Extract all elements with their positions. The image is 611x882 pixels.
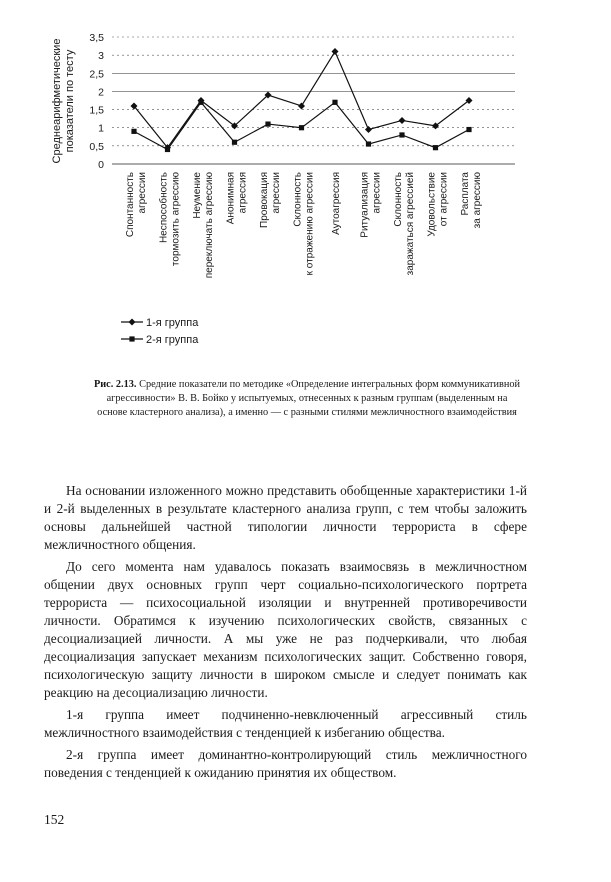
legend-marker <box>129 319 136 326</box>
data-point <box>332 100 337 105</box>
figure-caption-text: Средние показатели по методике «Определение интегральных форм коммуникативной агрессивности» В. В. Бойко у испытуемых, отнесенных к разным группам (выделенным на основе кластерного анализа), а именно — с разными стилями межличностного взаимодействия <box>97 379 521 418</box>
chart-legend <box>121 317 199 346</box>
x-category-label: Расплатаза агрессию <box>460 172 483 229</box>
y-tick-label: 1 <box>98 122 104 135</box>
series-line <box>134 52 469 148</box>
x-category-labels <box>125 172 483 279</box>
x-category-label: Неумениепереключать агрессию <box>192 172 215 279</box>
y-tick-label: 0,5 <box>89 140 104 153</box>
legend-label: 2-я группа <box>146 334 199 346</box>
y-axis-label: Среднеарифметическиепоказатели по тесту <box>51 38 76 164</box>
data-point <box>399 132 404 137</box>
paragraph: До сего момента нам удавалось показать взаимосвязь в межличностном общении двух основных групп черт социально-психологического портрета террориста — психосоциальной изоляции и внутренней противоречивости личности. Обратимся к изучению психологических свойств, связанных с десоциализацией личности. А мы уже не раз подчеркивали, что любая десоциализация запускает механизм психологических защит. Собственно говоря, психологическую защиту личности в широком смысле и следует понимать как реакцию на десоциализацию личности. <box>44 559 527 700</box>
figure-label: Рис. 2.13. <box>93 379 137 390</box>
data-point <box>298 102 305 109</box>
y-tick-label: 2,5 <box>89 68 104 81</box>
data-point <box>399 117 406 124</box>
y-tick-label: 3,5 <box>89 32 104 44</box>
line-chart <box>0 0 611 370</box>
data-point <box>332 48 339 55</box>
body-text <box>44 482 527 786</box>
x-category-label: Склонностьк отражению агрессии <box>292 172 316 276</box>
data-point <box>232 140 237 145</box>
legend-label: 1-я группа <box>146 317 199 329</box>
x-category-label: Спонтанностьагрессии <box>125 172 148 238</box>
data-point <box>299 125 304 130</box>
figure-caption <box>92 378 522 420</box>
y-tick-label: 2 <box>98 86 104 99</box>
data-point <box>365 126 372 133</box>
y-tick-label: 0 <box>98 159 104 171</box>
y-tick-label: 3 <box>98 50 104 63</box>
data-point <box>198 100 203 105</box>
data-point <box>466 127 471 132</box>
data-point <box>165 147 170 152</box>
chart-gridlines <box>112 37 515 146</box>
x-category-label: Неспособностьтормозить агрессию <box>158 172 182 267</box>
paragraph: 2-я группа имеет доминантно-контролирующий стиль межличностного поведения с тенденцией к ожиданию принятия их обществом. <box>44 747 527 780</box>
y-tick-label: 1,5 <box>89 104 104 117</box>
x-category-label: Аутоагрессия <box>331 172 342 235</box>
data-point <box>433 145 438 150</box>
x-category-label: Удовольствиеот агрессии <box>426 172 450 237</box>
x-category-label: Анонимнаяагрессия <box>225 172 249 225</box>
legend-marker <box>129 336 134 341</box>
page-number: 152 <box>44 812 65 827</box>
paragraph: 1-я группа имеет подчиненно-невключенный агрессивный стиль межличностного взаимодействия с тенденцией к избеганию общества. <box>44 707 527 740</box>
data-point <box>131 129 136 134</box>
y-tick-labels <box>89 32 104 171</box>
x-category-label: Провокацияагрессии <box>259 172 282 228</box>
x-category-label: Ритуализацияагрессии <box>359 172 383 238</box>
data-point <box>366 141 371 146</box>
x-category-label: Склонностьзаражаться агрессией <box>393 172 416 276</box>
paragraph: На основании изложенного можно представить обобщенные характеристики 1-й и 2-й выделенных в результате кластерного анализа групп, с тем чтобы заложить основы дальнейшей частной типологии личности террориста в сфере межличностного общения. <box>44 483 527 552</box>
chart-series <box>131 48 473 152</box>
data-point <box>265 121 270 126</box>
